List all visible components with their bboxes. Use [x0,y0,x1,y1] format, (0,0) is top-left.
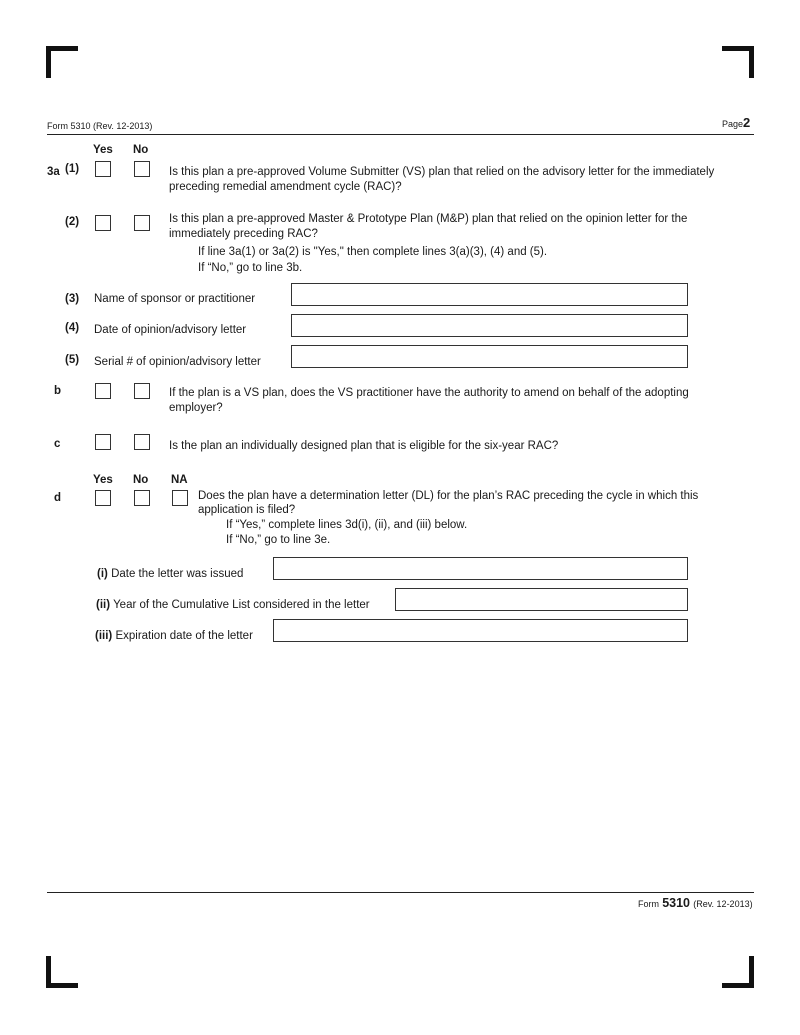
line-3a1-num: (1) [65,163,80,175]
footer-rule [47,892,754,893]
line-3d-ii-text: Year of the Cumulative List considered in the letter [113,599,370,611]
line-3b-yes-checkbox[interactable] [95,383,111,399]
line-3b-question-cont: employer? [169,402,223,414]
corner-mark-top-right [749,46,754,78]
line-3a4-num: (4) [65,322,80,334]
footer-rev: (Rev. 12-2013) [693,899,753,909]
line-3a-label: 3a [47,166,60,178]
line-3d-i-num: (i) [97,568,108,580]
col-header-no: No [133,144,149,156]
line-3d-yes-checkbox[interactable] [95,490,111,506]
line-3d-ii-label [96,598,370,612]
line-3d-ii-num: (ii) [96,599,111,611]
line-3a5-label: Serial # of opinion/advisory letter [94,356,261,368]
line-3d-question: Does the plan have a determination letter (DL) for the plan’s RAC preceding the cycle in which this [198,490,699,502]
line-3a1-yes-checkbox[interactable] [95,161,111,177]
cumulative-list-year-field[interactable] [395,588,688,611]
corner-mark-bottom-right [749,956,754,988]
line-3d-iii-num: (iii) [95,630,113,642]
line-3b-question: If the plan is a VS plan, does the VS practitioner have the authority to amend on behalf of the adopting [169,387,689,399]
letter-issued-date-field[interactable] [273,557,688,580]
form-header-label: Form 5310 (Rev. 12-2013) [47,121,153,131]
line-3d-iii-label [95,629,253,643]
line-3d-na-checkbox[interactable] [172,490,188,506]
line-3d-iii-text: Expiration date of the letter [115,630,253,642]
header-rule [47,134,754,135]
page-word: Page [722,119,744,129]
line-3b-no-checkbox[interactable] [134,383,150,399]
line-3c-question: Is the plan an individually designed plan that is eligible for the six-year RAC? [169,440,559,452]
line-3a2-question: Is this plan a pre-approved Master & Prototype Plan (M&P) plan that relied on the opinion letter for the [169,213,688,225]
line-3d-label: d [54,492,62,504]
line-3c-yes-checkbox[interactable] [95,434,111,450]
corner-mark-top-left [46,46,51,78]
sponsor-name-field[interactable] [291,283,688,306]
line-3c-no-checkbox[interactable] [134,434,150,450]
col-header-yes: Yes [93,474,113,486]
line-3a5-num: (5) [65,354,80,366]
line-3d-no-checkbox[interactable] [134,490,150,506]
footer-form-word: Form [638,899,659,909]
footer-form-number: 5310 [662,896,691,910]
form-footer [638,896,753,911]
line-3a2-question-cont: immediately preceding RAC? [169,228,318,240]
page-indicator [722,116,750,131]
line-3a2-instruction: If “No,” go to line 3b. [198,262,303,274]
line-3a1-question-cont: preceding remedial amendment cycle (RAC)? [169,181,402,193]
line-3d-question-cont: application is filed? [198,504,296,516]
line-3a2-no-checkbox[interactable] [134,215,150,231]
line-3d-instruction: If “Yes,” complete lines 3d(i), (ii), and (iii) below. [226,519,468,531]
col-header-no: No [133,474,149,486]
col-header-yes: Yes [93,144,113,156]
line-3a2-instruction: If line 3a(1) or 3a(2) is "Yes," then complete lines 3(a)(3), (4) and (5). [198,246,548,258]
opinion-letter-date-field[interactable] [291,314,688,337]
line-3a3-num: (3) [65,293,80,305]
line-3a2-yes-checkbox[interactable] [95,215,111,231]
line-3a2-num: (2) [65,216,80,228]
col-header-na: NA [171,474,188,486]
line-3a3-label: Name of sponsor or practitioner [94,293,256,305]
serial-number-field[interactable] [291,345,688,368]
line-3a4-label: Date of opinion/advisory letter [94,324,247,336]
line-3a1-question: Is this plan a pre-approved Volume Submitter (VS) plan that relied on the advisory letter for the immediately [169,166,715,178]
line-3d-instruction: If “No,” go to line 3e. [226,534,331,546]
line-3d-i-text: Date the letter was issued [111,568,244,580]
line-3a1-no-checkbox[interactable] [134,161,150,177]
line-3d-i-label [97,567,243,581]
page-number: 2 [743,115,751,130]
letter-expiration-date-field[interactable] [273,619,688,642]
corner-mark-bottom-left [46,956,51,988]
line-3c-label: c [54,438,61,450]
line-3b-label: b [54,385,62,397]
